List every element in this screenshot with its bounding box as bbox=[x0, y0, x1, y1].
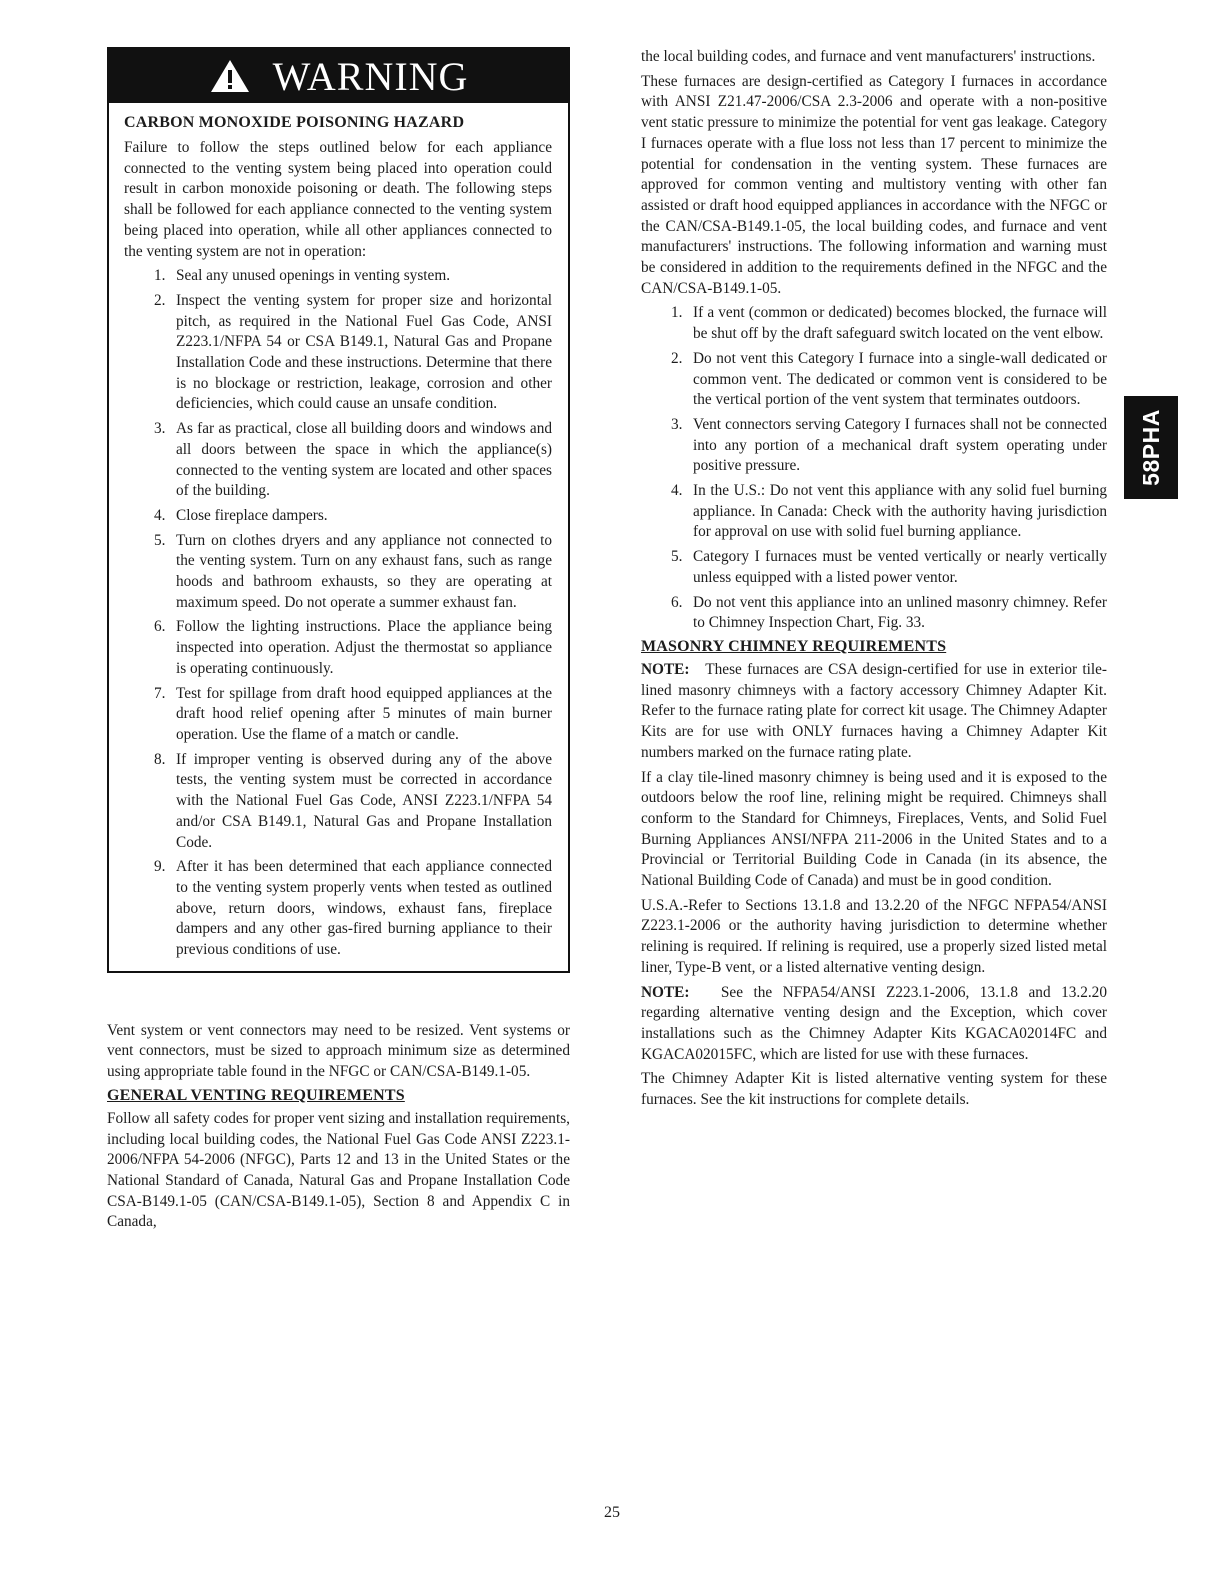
hazard-title: CARBON MONOXIDE POISONING HAZARD bbox=[124, 114, 465, 131]
list-item: 3. As far as practical, close all building doors and windows and all doors between the space in which the appliance(s) connected to the venting system are located and other spaces of the building. bbox=[154, 420, 552, 500]
warning-intro: Failure to follow the steps outlined below for each appliance connected to the venting system being placed into operation could result in carbon monoxide poisoning or death. The following steps shall be followed for each appliance connected to the venting system being placed into operation, while all other appliances connected to the venting system are not in operation: bbox=[124, 139, 552, 260]
model-label: 58PHA bbox=[1137, 409, 1164, 486]
general-venting-paragraph: Follow all safety codes for proper vent sizing and installation requirements, including local building codes, the National Fuel Gas Code ANSI Z223.1-2006/NFPA 54-2006 (NFGC), Parts 12 and 13 in the United States or the National Standard of Canada, Natural Gas and Propane Installation Code CSA-B149.1-05 (CAN/CSA-B149.1-05), Section 8 and Appendix C in Canada, bbox=[107, 1109, 570, 1231]
resize-paragraph: Vent system or vent connectors may need to be resized. Vent systems or vent connectors, must be sized to approach minimum size as determined using appropriate table found in the NFGC or CAN/CSA-B149.1-05. bbox=[107, 1021, 570, 1081]
usa-paragraph: U.S.A.-Refer to Sections 13.1.8 and 13.2.20 of the NFGC NFPA54/ANSI Z223.1-2006 or the authority having jurisdiction to determine whether relining is required. If relining is required, use a properly sized listed metal liner, Type-B vent, or a listed alternative venting design. bbox=[641, 896, 1107, 976]
category-paragraph: These furnaces are design-certified as Category I furnaces in accordance with ANSI Z21.47-2006/CSA 2.3-2006 and operate with a non-positive vent static pressure to minimize the potential for vent gas leakage. Category I furnaces operate with a flue loss not less than 17 percent to minimize the potential for condensation in the venting system. These furnaces are approved for common venting and multistory venting with other fan assisted or draft hood equipped appliances in accordance with the NFGC or the CAN/CSA-B149.1-05, the local building codes, and furnace and vent manufacturers' instructions. The following information and warning must be considered in addition to the requirements defined in the NFGC and the CAN/CSA-B149.1-05. bbox=[641, 72, 1107, 297]
venting-rules-list bbox=[641, 303, 1107, 634]
warning-body bbox=[109, 103, 568, 971]
warning-steps bbox=[124, 266, 552, 961]
general-venting-heading: GENERAL VENTING REQUIREMENTS bbox=[107, 1086, 405, 1104]
list-item: 5. Category I furnaces must be vented vertically or nearly vertically unless equipped with a listed power ventor. bbox=[671, 548, 1107, 586]
note-text: These furnaces are CSA design-certified for use in exterior tile-lined masonry chimneys with a factory accessory Chimney Adapter Kit. Refer to the furnace rating plate for correct kit usage. The Chimney Adapter Kits are for use with ONLY furnaces having a Chimney Adapter Kit numbers marked on the furnace rating plate. bbox=[641, 660, 1107, 761]
list-item: 1. Seal any unused openings in venting system. bbox=[154, 267, 451, 285]
model-side-tab bbox=[1124, 396, 1178, 499]
list-item: 4. Close fireplace dampers. bbox=[154, 506, 328, 524]
list-item: 8. If improper venting is observed during any of the above tests, the venting system must be corrected in accordance with the National Fuel Gas Code, ANSI Z223.1/NFPA 54 and/or CSA B149.1, Natural Gas and Propane Installation Code. bbox=[154, 750, 552, 851]
warning-box bbox=[107, 47, 570, 973]
list-item: 2. Inspect the venting system for proper size and horizontal pitch, as required in the National Fuel Gas Code, ANSI Z223.1/NFPA 54 or CSA B149.1, Natural Gas and Propane Installation Code and these instructions. Determine that there is no blockage or restriction, leakage, corrosion and other deficiencies, which could cause an unsafe condition. bbox=[154, 291, 552, 413]
warning-banner bbox=[109, 49, 568, 103]
right-column bbox=[641, 47, 1107, 1115]
list-item: 2. Do not vent this Category I furnace into a single-wall dedicated or common vent. The dedicated or common vent is considered to be the vertical portion of the vent system that terminates outdoors. bbox=[671, 349, 1107, 409]
note-label: NOTE: bbox=[641, 983, 690, 1001]
list-item: 1. If a vent (common or dedicated) becomes blocked, the furnace will be shut off by the draft safeguard switch located on the vent elbow. bbox=[671, 304, 1107, 343]
continuation-paragraph: the local building codes, and furnace and vent manufacturers' instructions. bbox=[641, 48, 1096, 65]
list-item: 5. Turn on clothes dryers and any appliance not connected to the venting system. Turn on any exhaust fans, such as range hoods and bathroom exhausts, so they are operating at maximum speed. Do not operate a summer exhaust fan. bbox=[154, 531, 552, 611]
note-text: See the NFPA54/ANSI Z223.1-2006, 13.1.8 and 13.2.20 regarding alternative venting design and the Exception, which cover installations such as the Chimney Adapter Kits KGACA02014FC and KGACA02015FC, which are listed for use with these furnaces. bbox=[641, 983, 1107, 1063]
note-paragraph bbox=[641, 983, 1107, 1066]
warning-label: WARNING bbox=[272, 53, 469, 99]
note-label: NOTE: bbox=[641, 660, 690, 678]
chimney-kit-paragraph: The Chimney Adapter Kit is listed alternative venting system for these furnaces. See the kit instructions for complete details. bbox=[641, 1070, 1107, 1109]
masonry-chimney-heading: MASONRY CHIMNEY REQUIREMENTS bbox=[641, 637, 947, 655]
left-column bbox=[107, 47, 570, 1237]
list-item: 9. After it has been determined that each appliance connected to the venting system properly vents when tested as outlined above, return doors, windows, exhaust fans, fireplace dampers and any other gas-fired burning appliance to their previous conditions of use. bbox=[154, 858, 552, 959]
list-item: 3. Vent connectors serving Category I furnaces shall not be connected into any portion of a mechanical draft system operating under positive pressure. bbox=[671, 415, 1107, 475]
list-item: 6. Do not vent this appliance into an unlined masonry chimney. Refer to Chimney Inspection Chart, Fig. 33. bbox=[671, 593, 1107, 632]
clay-chimney-paragraph: If a clay tile-lined masonry chimney is being used and it is exposed to the outdoors below the roof line, relining might be required. Chimneys shall conform to the Standard for Chimneys, Fireplaces, Vents, and Solid Fuel Burning Appliances ANSI/NFPA 211-2006 in the United States and to a Provincial or Territorial Building Code in Canada (in its absence, the National Building Code of Canada) and must be in good condition. bbox=[641, 768, 1107, 890]
note-paragraph bbox=[641, 660, 1107, 764]
alert-triangle-icon bbox=[209, 58, 251, 94]
list-item: 7. Test for spillage from draft hood equipped appliances at the draft hood relief opening after 5 minutes of main burner operation. Use the flame of a match or candle. bbox=[154, 684, 552, 743]
list-item: 4. In the U.S.: Do not vent this appliance with any solid fuel burning appliance. In Canada: Check with the authority having jurisdiction for approval on use with solid fuel burning appliance. bbox=[671, 482, 1107, 541]
left-body bbox=[107, 1021, 570, 1233]
page-number: 25 bbox=[604, 1504, 620, 1521]
list-item: 6. Follow the lighting instructions. Place the appliance being inspected into operation. Adjust the thermostat so appliance is operating continuously. bbox=[154, 618, 552, 677]
